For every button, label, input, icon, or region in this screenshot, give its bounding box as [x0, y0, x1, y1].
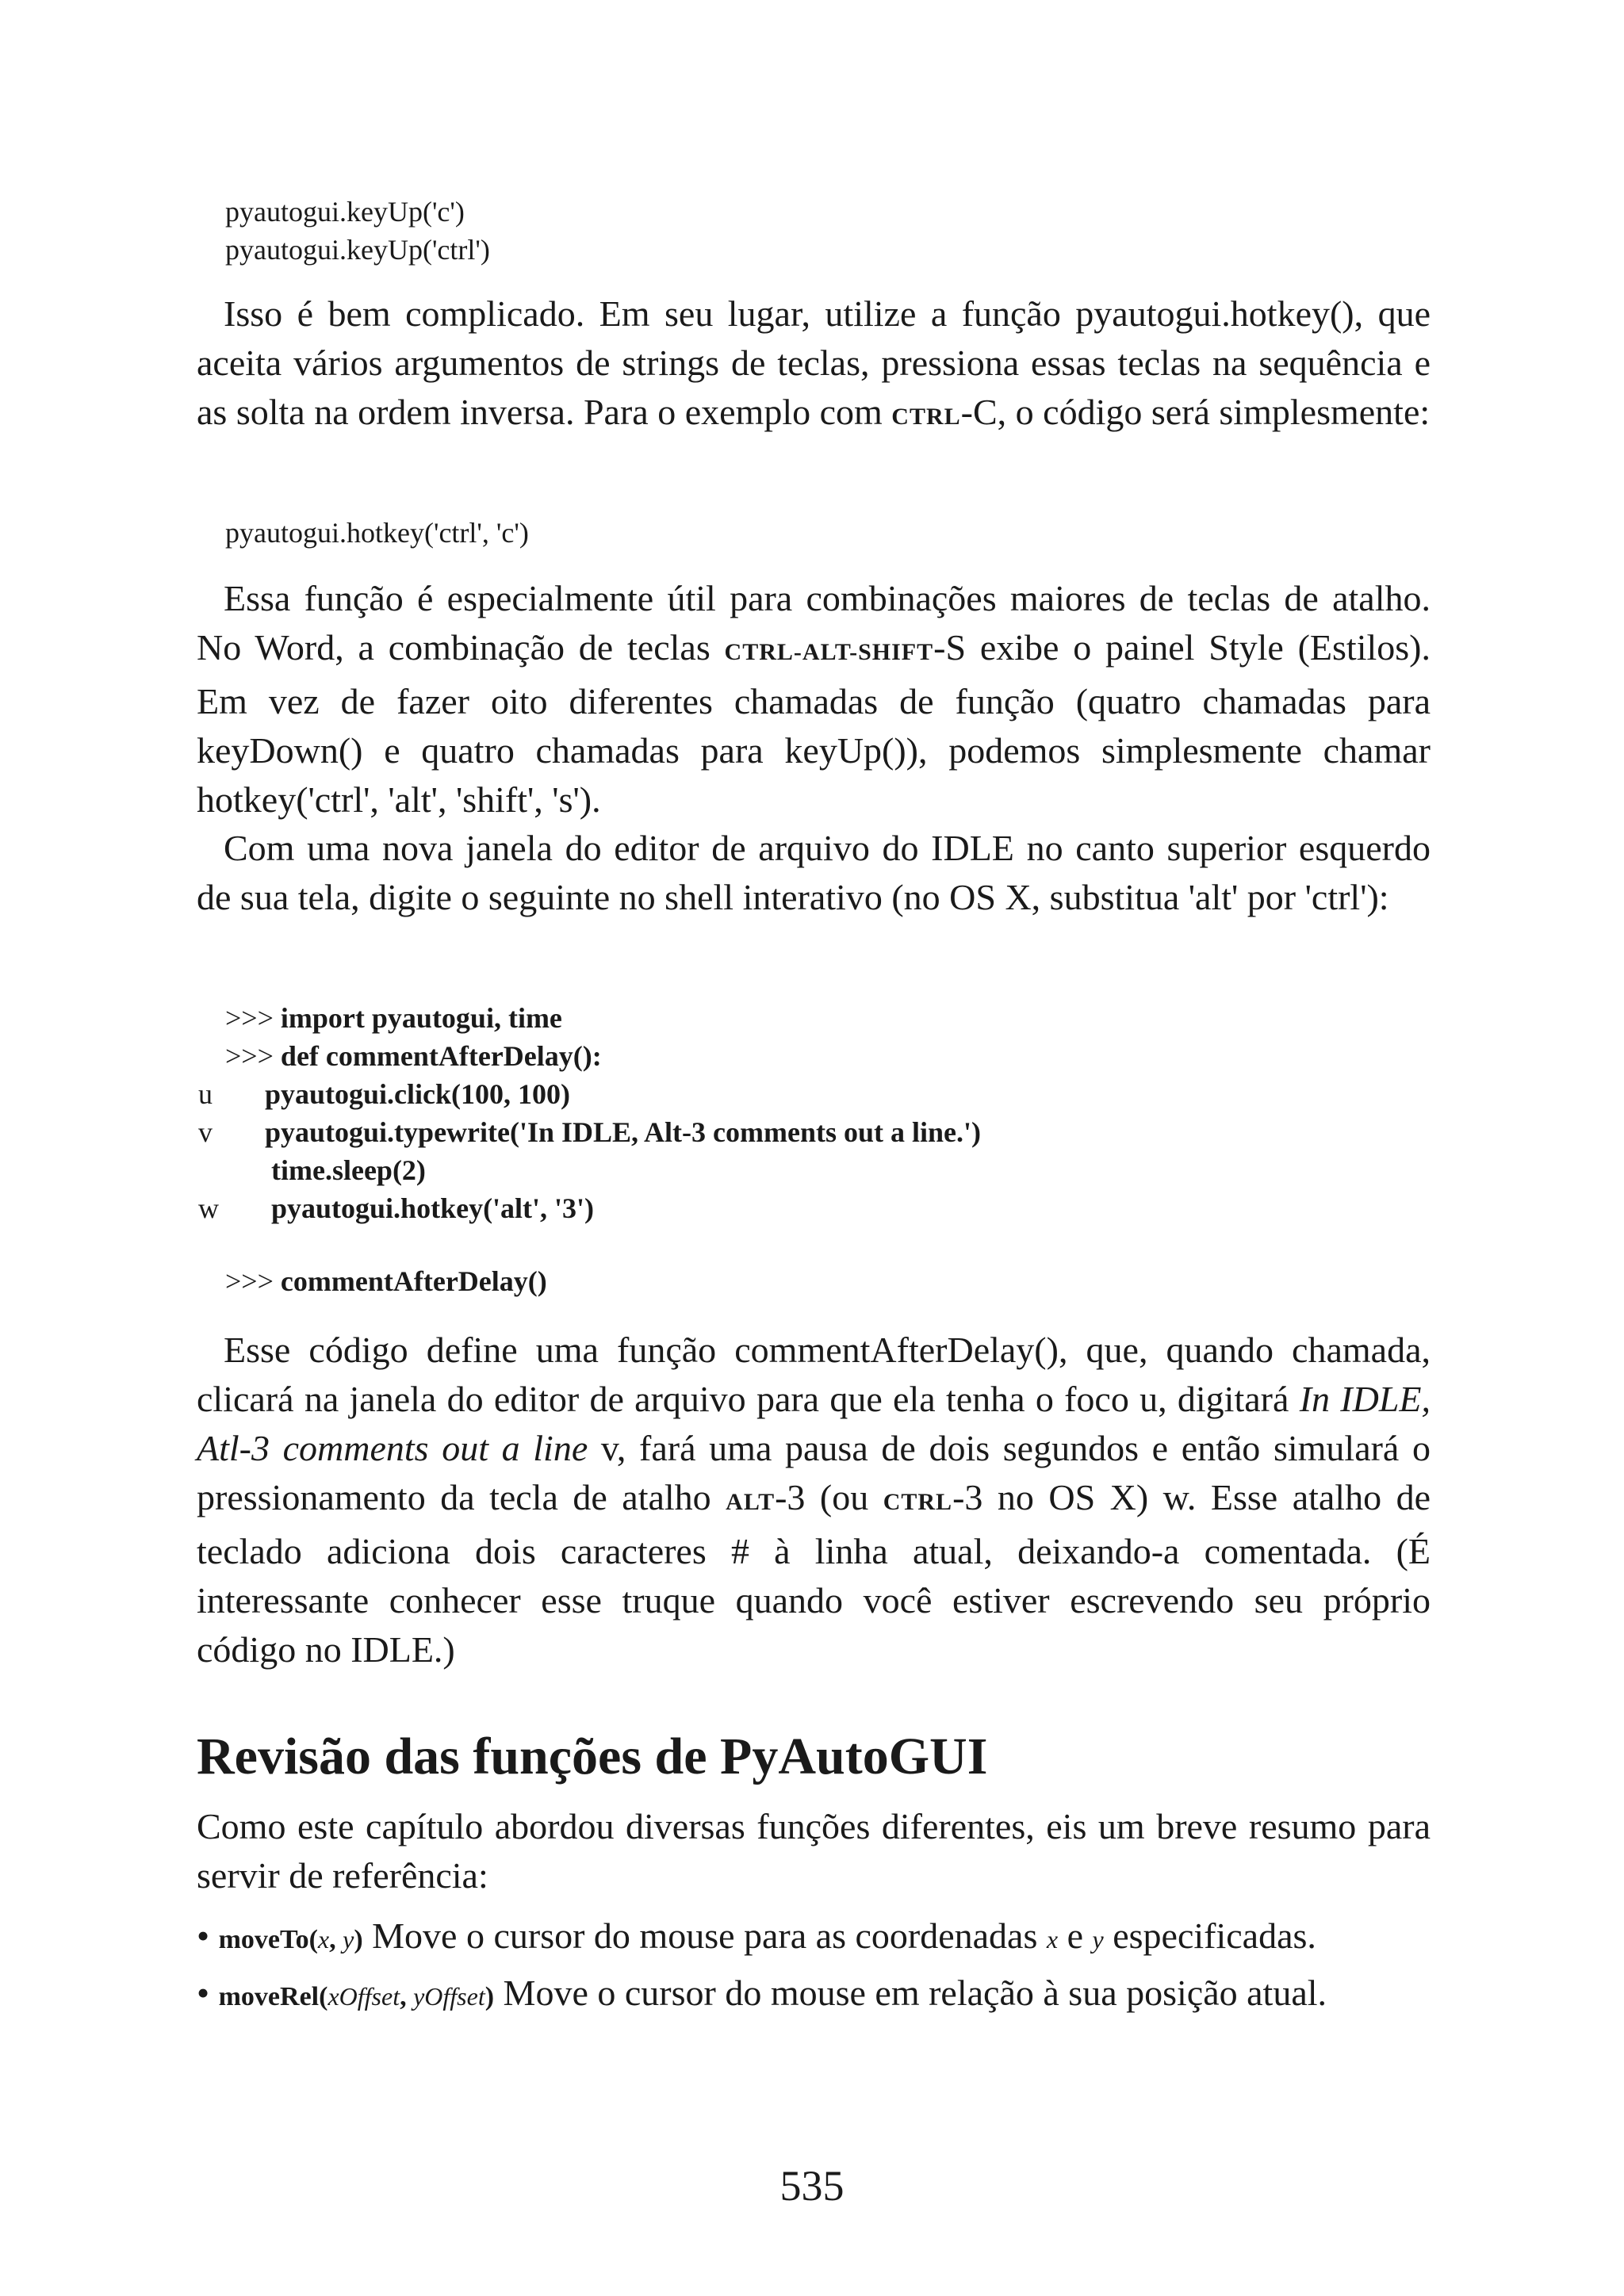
paragraph-text: -C, o código será simplesmente:: [960, 392, 1431, 432]
code-line: [265, 1075, 570, 1113]
key-label: CTRL: [883, 1489, 953, 1515]
code-input: commentAfterDelay(): [280, 1265, 547, 1297]
paragraph: [197, 574, 1431, 825]
list-item: [197, 1969, 1327, 2022]
italic-text: y: [1092, 1925, 1104, 1954]
code-input: def commentAfterDelay():: [280, 1040, 602, 1072]
page-number: 535: [779, 2162, 845, 2210]
key-label: CTRL: [724, 639, 794, 665]
key-label: ALT: [802, 639, 850, 665]
list-item-text: e: [1058, 1915, 1093, 1956]
section-heading: Revisão das funções de PyAutoGUI: [197, 1728, 988, 1785]
code-line: [265, 1113, 981, 1151]
code-prompt: >>>: [225, 1265, 281, 1297]
paragraph: [197, 289, 1431, 442]
function-arg: y: [343, 1925, 354, 1954]
code-line: [225, 999, 562, 1037]
paragraph: Como este capítulo abordou diversas funções diferentes, eis um breve resumo para servir de referência:: [197, 1806, 1431, 1896]
function-arg: x: [317, 1925, 330, 1954]
function-name: moveRel(: [218, 1982, 328, 2011]
list-item-text: Move o cursor do mouse para as coordenadas: [362, 1915, 1047, 1956]
code-input: pyautogui.typewrite('In IDLE, Alt-3 comments out a line.'): [265, 1116, 981, 1148]
code-input: pyautogui.hotkey('alt', '3'): [271, 1192, 595, 1224]
paragraph-text: Essa função é especialmente útil para combinações maiores de teclas de atalho. No Word, a combinação de teclas: [197, 578, 1431, 668]
paragraph-text: Isso é bem complicado. Em seu lugar, utilize a função pyautogui.hotkey(), que aceita vários argumentos de strings de teclas, pressiona essas teclas na sequência e as solta na ordem inversa. Para o exemplo com: [197, 293, 1431, 432]
italic-text: In IDLE, Atl-3 comments out a line: [197, 1379, 1431, 1468]
code-prompt: >>>: [225, 1040, 281, 1072]
key-separator: -: [793, 639, 802, 665]
paragraph-text: -3 (ou: [775, 1477, 883, 1517]
paragraph-text: Esse código define uma função commentAfterDelay(), que, quando chamada, clicará na janela do editor de arquivo para que ela tenha o foco u, digitará: [197, 1330, 1431, 1419]
key-label: CTRL: [891, 404, 961, 430]
code-line: pyautogui.keyUp('ctrl'): [225, 234, 490, 266]
code-marker: u: [198, 1078, 213, 1110]
code-marker: w: [198, 1192, 219, 1224]
paragraph-text: -3 no OS X) w. Esse atalho de teclado adiciona dois caracteres # à linha atual, deixando-a comentada. (É interessante conhecer esse truque quando você estiver escrevendo seu próprio código no IDLE.): [197, 1477, 1431, 1670]
code-line: [225, 1037, 602, 1075]
code-prompt: >>>: [225, 1002, 281, 1034]
key-label: SHIFT: [858, 639, 934, 665]
function-arg: xOffset: [327, 1982, 400, 2011]
code-line: [271, 1189, 594, 1227]
code-input: import pyautogui, time: [280, 1002, 562, 1034]
code-marker: v: [198, 1116, 213, 1148]
code-line: pyautogui.keyUp('c'): [225, 196, 465, 228]
bullet-icon: •: [197, 1915, 210, 1956]
paragraph-text: v, fará uma pausa de dois segundos e então simulará o pressionamento da tecla de atalho: [197, 1428, 1431, 1517]
code-line: pyautogui.hotkey('ctrl', 'c'): [225, 517, 529, 549]
function-sep: ,: [329, 1925, 343, 1954]
function-sep: ,: [400, 1982, 414, 2011]
italic-text: x: [1046, 1925, 1059, 1954]
function-name: moveTo(: [218, 1925, 318, 1954]
function-signature: [219, 1925, 363, 1954]
code-line: [271, 1151, 426, 1189]
list-item-text: especificadas.: [1103, 1915, 1316, 1956]
key-label: ALT: [726, 1489, 776, 1515]
key-separator: -: [849, 639, 859, 665]
bullet-icon: •: [197, 1973, 210, 2013]
list-item: [197, 1911, 1316, 1965]
paragraph: [197, 1326, 1431, 1674]
paragraph-text: -S exibe o painel Style (Estilos). Em vez de fazer oito diferentes chamadas de função (quatro chamadas para keyDown() e quatro chamadas para keyUp()), podemos simplesmente chamar hotkey('ctrl', 'alt', 'shift', 's').: [197, 627, 1431, 820]
function-close: ): [485, 1982, 495, 2011]
paragraph: Com uma nova janela do editor de arquivo do IDLE no canto superior esquerdo de sua tela, digite o seguinte no shell interativo (no OS X, substitua 'alt' por 'ctrl'):: [197, 828, 1431, 917]
code-input: time.sleep(2): [271, 1154, 426, 1186]
list-item-text: Move o cursor do mouse em relação à sua posição atual.: [494, 1973, 1327, 2013]
code-input: pyautogui.click(100, 100): [265, 1078, 571, 1110]
code-line: [225, 1262, 547, 1300]
function-signature: [219, 1982, 494, 2011]
function-close: ): [354, 1925, 363, 1954]
function-arg: yOffset: [413, 1982, 485, 2011]
